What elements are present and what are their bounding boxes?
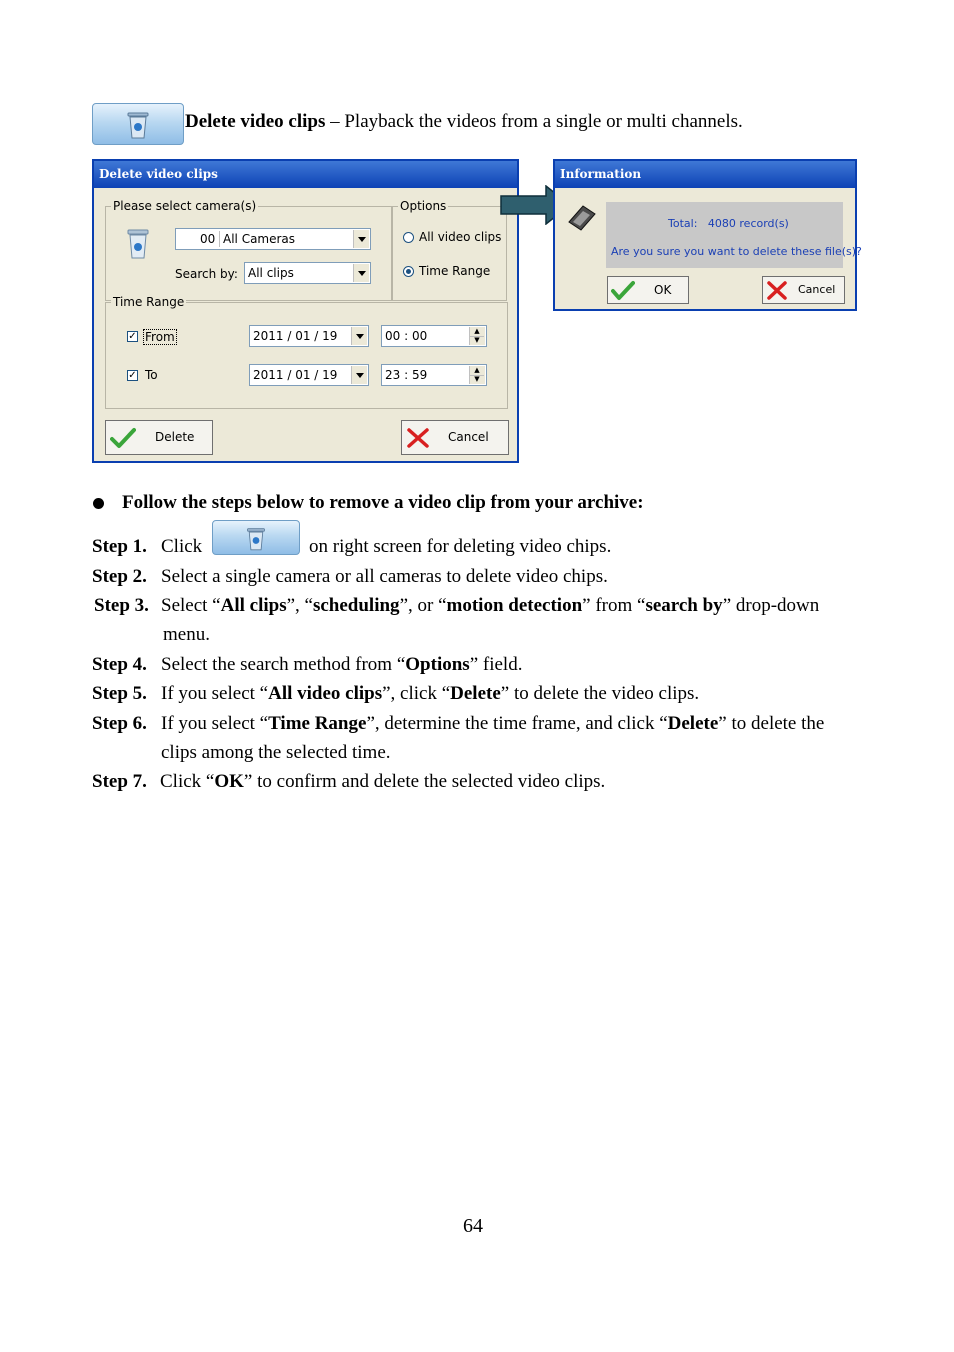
info-total-label: Total: (668, 217, 698, 230)
camera-value: All Cameras (223, 232, 296, 246)
step-text-part: ” to delete the video clips. (500, 683, 700, 704)
step-text: Click (161, 536, 203, 557)
step-text-part: ”, “ (286, 595, 313, 616)
delete-clips-button-graphic (212, 520, 300, 555)
step-text-bold: search by (645, 595, 723, 616)
step-text-bold: Delete (667, 713, 719, 734)
radio-all-video-clips[interactable] (403, 232, 414, 243)
delete-button-label: Delete (155, 430, 195, 444)
step-text-part: ” to delete the (718, 713, 825, 734)
close-icon (406, 427, 430, 449)
options-group (392, 206, 507, 301)
step-text-part: Select the search method from “ (161, 654, 406, 675)
step-text (161, 654, 522, 676)
info-cancel-button-label: Cancel (798, 283, 836, 296)
camera-select-combo[interactable] (175, 228, 371, 250)
time-range-group-label: Time Range (113, 295, 185, 309)
instructions-heading: Follow the steps below to remove a video clip from your archive: (122, 492, 644, 513)
search-by-label: Search by: (175, 267, 238, 281)
step-text-bold: scheduling (312, 595, 400, 616)
spinner-buttons[interactable] (469, 366, 485, 384)
from-date-value: 2011 / 01 / 19 (253, 329, 338, 343)
step-number: Step 2. (92, 566, 147, 587)
step-number: Step 7. (92, 771, 147, 792)
step-text-part: ” from “ (582, 595, 646, 616)
step-text-part: ”, or “ (399, 595, 447, 616)
dialog-title-bar: Delete video clips (94, 161, 517, 188)
recycle-bin-icon (125, 108, 151, 140)
camera-separator (219, 231, 220, 247)
step-text-part: ” field. (469, 654, 523, 675)
info-total (668, 217, 789, 230)
step-text-bold: Time Range (268, 713, 367, 734)
step-text-part: If you select “ (161, 713, 269, 734)
step-text (161, 713, 824, 735)
step-number: Step 5. (92, 683, 147, 704)
step-text: clips among the selected time. (161, 742, 391, 763)
recycle-bin-icon (245, 524, 267, 552)
camera-group-label: Please select camera(s) (113, 199, 257, 213)
step-text: Select a single camera or all cameras to delete video chips. (161, 566, 608, 587)
section-title (185, 111, 743, 133)
spin-up-icon[interactable]: ▲ (470, 366, 484, 376)
step-number: Step 6. (92, 713, 147, 734)
delete-button[interactable] (105, 420, 213, 455)
info-message-panel (606, 202, 843, 268)
info-title-bar: Information (555, 161, 855, 188)
step-text-part: ”, click “ (382, 683, 451, 704)
spin-down-icon[interactable]: ▼ (474, 336, 480, 344)
step-text-part: ” to confirm and delete the selected video clips. (243, 771, 606, 792)
step-text-part: Select “ (161, 595, 221, 616)
chevron-down-icon[interactable] (353, 230, 369, 248)
bullet-icon (93, 498, 104, 509)
option-time-range-label[interactable]: Time Range (419, 264, 491, 278)
from-label[interactable]: From (145, 330, 175, 344)
step-text (161, 595, 819, 617)
spin-up-icon[interactable]: ▲ (470, 327, 484, 337)
eraser-icon (565, 202, 599, 232)
to-date-picker[interactable] (249, 364, 369, 386)
step-text-bold: Delete (450, 683, 501, 704)
section-title-bold: Delete video clips (185, 111, 326, 132)
radio-time-range[interactable] (403, 266, 414, 277)
chevron-down-icon[interactable] (353, 264, 369, 282)
section-title-rest: – Playback the videos from a single or multi channels. (325, 111, 743, 132)
step-text: on right screen for deleting video chips. (309, 536, 612, 557)
options-group-label: Options (400, 199, 447, 213)
time-range-group (105, 302, 508, 409)
spin-down-icon[interactable]: ▼ (474, 375, 480, 383)
step-text-bold: motion detection (446, 595, 583, 616)
information-dialog (553, 159, 862, 311)
recycle-bin-icon (124, 226, 152, 260)
search-by-value: All clips (248, 266, 294, 280)
info-total-value: 4080 record(s) (707, 217, 789, 230)
to-time-value: 23 : 59 (385, 368, 428, 382)
step-text: menu. (163, 624, 210, 645)
step-text (160, 771, 605, 793)
step-text-part: If you select “ (161, 683, 269, 704)
step-text-bold: All video clips (268, 683, 383, 704)
from-date-picker[interactable] (249, 325, 369, 347)
to-date-value: 2011 / 01 / 19 (253, 368, 338, 382)
cancel-button-label: Cancel (448, 430, 489, 444)
chevron-down-icon[interactable] (351, 366, 367, 384)
step-text-part: ”, determine the time frame, and click “ (366, 713, 668, 734)
step-number: Step 4. (92, 654, 147, 675)
step-text-bold: All clips (220, 595, 287, 616)
info-cancel-button[interactable] (762, 276, 845, 304)
from-checkbox[interactable]: ✓ (128, 331, 137, 342)
page-number: 64 (463, 1215, 483, 1237)
checkmark-icon (611, 280, 635, 301)
spinner-buttons[interactable] (469, 327, 485, 345)
from-time-spinner[interactable] (381, 325, 487, 347)
step-text (161, 683, 699, 705)
from-time-value: 00 : 00 (385, 329, 428, 343)
step-number: Step 1. (92, 536, 147, 557)
search-by-combo[interactable] (244, 262, 371, 284)
delete-video-clips-dialog (92, 159, 519, 463)
option-all-video-clips-label[interactable]: All video clips (419, 230, 502, 244)
chevron-down-icon[interactable] (351, 327, 367, 345)
to-checkbox[interactable]: ✓ (128, 370, 137, 381)
checkmark-icon (110, 427, 136, 449)
info-confirm-message: Are you sure you want to delete these file(s)? (611, 245, 862, 258)
camera-number: 00 (200, 232, 216, 246)
close-icon (766, 280, 788, 301)
step-number: Step 3. (94, 595, 149, 616)
step-text-bold: Options (405, 654, 470, 675)
ok-button[interactable] (607, 276, 689, 304)
cancel-button[interactable] (401, 420, 509, 455)
delete-clips-button-graphic (92, 103, 184, 145)
to-time-spinner[interactable] (381, 364, 487, 386)
step-text-part: Click “ (160, 771, 215, 792)
ok-button-label: OK (654, 283, 672, 297)
step-text-part: ” drop-down (722, 595, 820, 616)
to-label[interactable]: To (145, 368, 158, 382)
step-text-bold: OK (214, 771, 244, 792)
